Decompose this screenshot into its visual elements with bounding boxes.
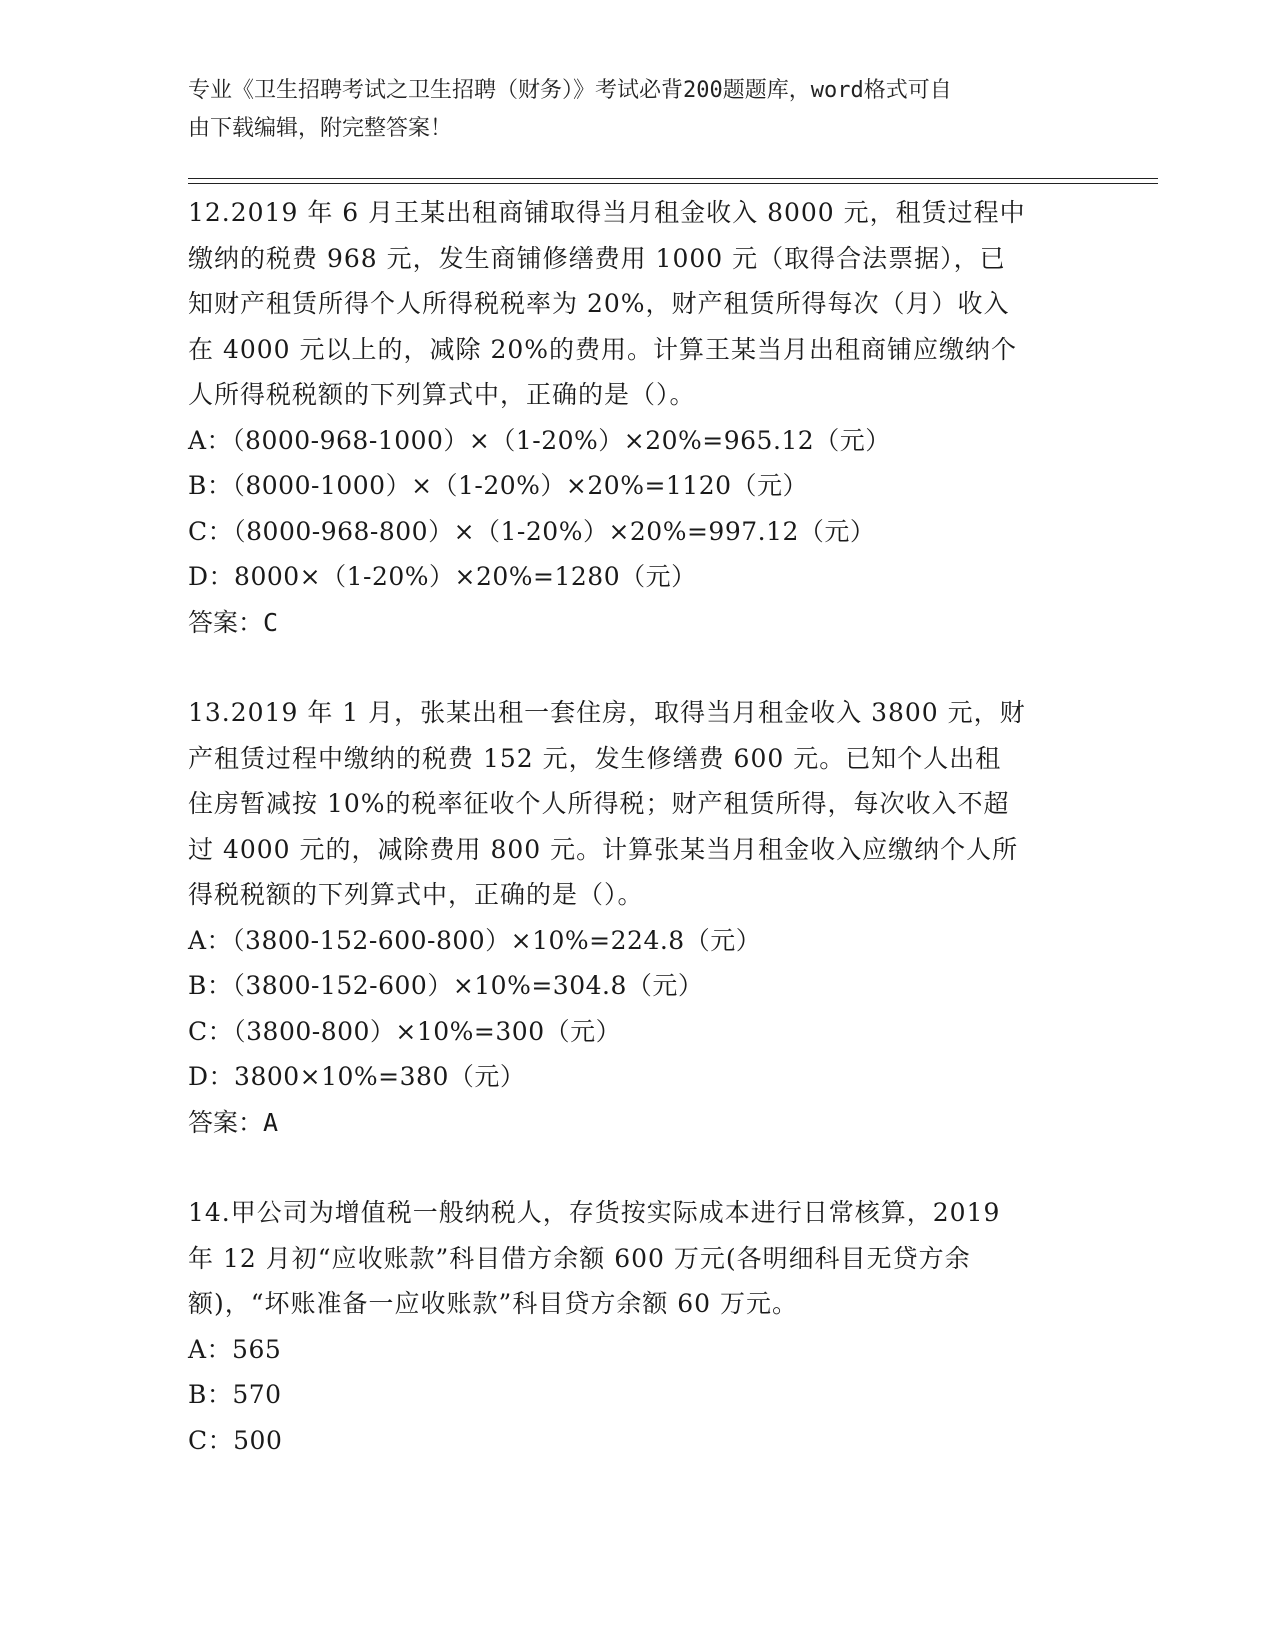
answer: 答案：C bbox=[188, 607, 279, 637]
stem-line: 产租赁过程中缴纳的税费 152 元，发生修缮费 600 元。已知个人出租 bbox=[188, 743, 1002, 773]
option-a: A：（3800-152-600-800）×10%=224.8（元） bbox=[188, 925, 762, 955]
option-c: C：（3800-800）×10%=300（元） bbox=[188, 1016, 622, 1046]
question-12 bbox=[188, 190, 1088, 645]
stem-line: 在 4000 元以上的，减除 20%的费用。计算王某当月出租商铺应缴纳个 bbox=[188, 334, 1018, 364]
option-b: B：（8000-1000）×（1-20%）×20%=1120（元） bbox=[188, 471, 809, 500]
answer: 答案：A bbox=[188, 1107, 279, 1137]
option-a: A：（8000-968-1000）×（1-20%）×20%=965.12（元） bbox=[188, 425, 891, 455]
header-title-line-1: 专业《卫生招聘考试之卫生招聘（财务）》考试必背200题题库，word格式可自 bbox=[188, 78, 952, 103]
question-13 bbox=[188, 690, 1088, 1145]
stem-line: 住房暂减按 10%的税率征收个人所得税；财产租赁所得，每次收入不超 bbox=[188, 789, 1010, 818]
stem-line: 缴纳的税费 968 元，发生商铺修缮费用 1000 元（取得合法票据），已 bbox=[188, 243, 1006, 273]
option-c: C：500 bbox=[188, 1425, 283, 1455]
document-header bbox=[188, 72, 1088, 148]
option-d: D：8000×（1-20%）×20%=1280（元） bbox=[188, 562, 697, 591]
question-stem bbox=[188, 190, 1088, 418]
option-a: A：565 bbox=[188, 1334, 282, 1364]
header-title-line-2: 由下载编辑，附完整答案！ bbox=[188, 116, 453, 141]
stem-line: 知财产租赁所得个人所得税税率为 20%，财产租赁所得每次（月）收入 bbox=[188, 289, 1010, 318]
question-list bbox=[188, 190, 1088, 1463]
stem-line: 13.2019 年 1 月，张某出租一套住房，取得当月租金收入 3800 元，财 bbox=[188, 698, 1026, 727]
question-spacer bbox=[188, 1145, 1088, 1190]
question-stem bbox=[188, 1190, 1088, 1327]
option-c: C：（8000-968-800）×（1-20%）×20%=997.12（元） bbox=[188, 516, 876, 546]
stem-line: 14.甲公司为增值税一般纳税人，存货按实际成本进行日常核算，2019 bbox=[188, 1198, 1001, 1227]
header-divider bbox=[188, 178, 1158, 184]
question-spacer bbox=[188, 645, 1088, 690]
stem-line: 得税税额的下列算式中，正确的是（）。 bbox=[188, 880, 644, 909]
stem-line: 人所得税税额的下列算式中，正确的是（）。 bbox=[188, 380, 696, 409]
option-b: B：（3800-152-600）×10%=304.8（元） bbox=[188, 971, 704, 1000]
question-stem bbox=[188, 690, 1088, 918]
option-b: B：570 bbox=[188, 1380, 282, 1409]
stem-line: 过 4000 元的，减除费用 800 元。计算张某当月租金收入应缴纳个人所 bbox=[188, 834, 1019, 864]
stem-line: 12.2019 年 6 月王某出租商铺取得当月租金收入 8000 元，租赁过程中 bbox=[188, 198, 1026, 227]
question-14 bbox=[188, 1190, 1088, 1463]
stem-line: 额)，“坏账准备一应收账款”科目贷方余额 60 万元。 bbox=[188, 1289, 799, 1318]
stem-line: 年 12 月初“应收账款”科目借方余额 600 万元(各明细科目无贷方余 bbox=[188, 1243, 971, 1273]
option-d: D：3800×10%=380（元） bbox=[188, 1062, 526, 1091]
